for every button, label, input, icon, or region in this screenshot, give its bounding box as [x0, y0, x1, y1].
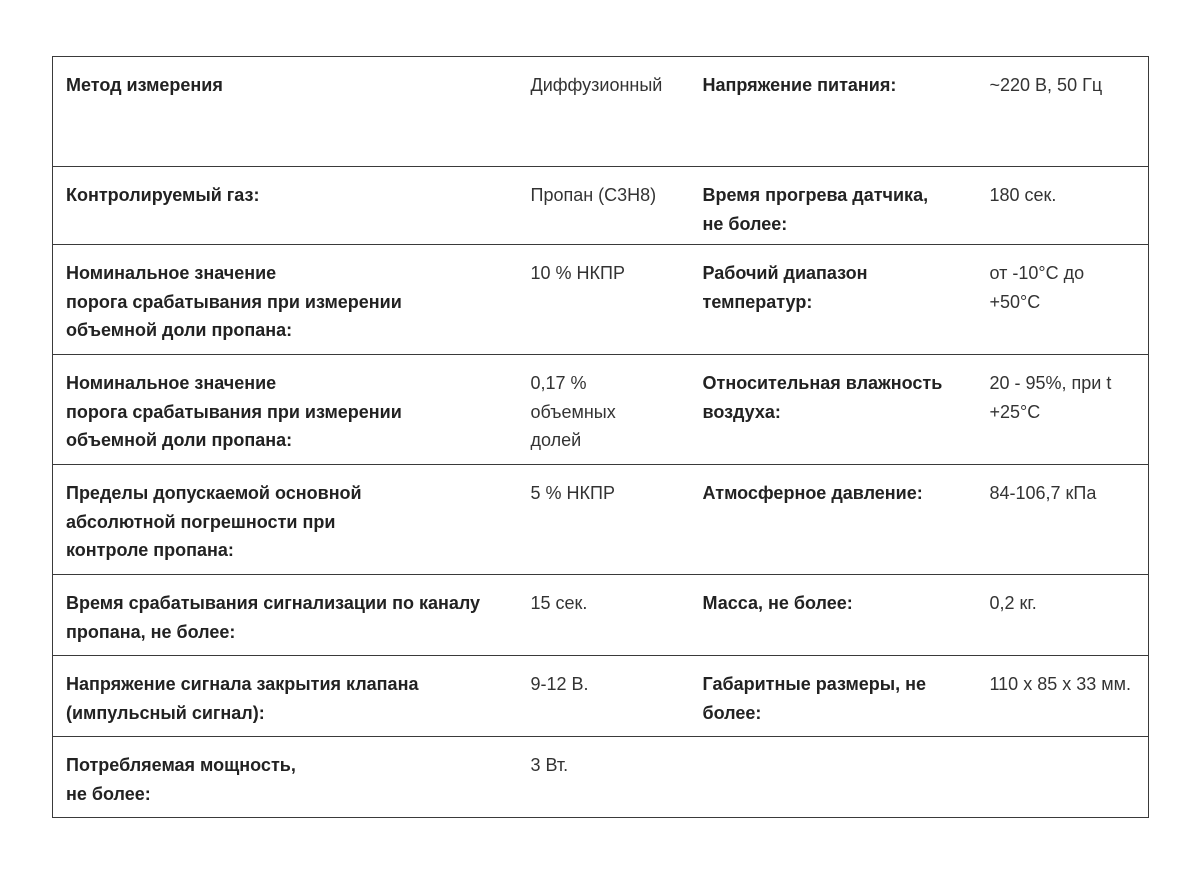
spec-value: 0,2 кг. [989, 593, 1037, 613]
table-row [53, 245, 1149, 355]
spec-value: 15 сек. [530, 593, 588, 613]
table-row [53, 575, 1149, 656]
spec-label: Время прогрева датчика, не более: [702, 185, 929, 234]
spec-label: Номинальное значение порога срабатывания при измерении объемной доли пропана: [66, 263, 402, 340]
spec-label: Напряжение сигнала закрытия клапана (импульсный сигнал): [66, 674, 419, 723]
spec-value: 84-106,7 кПа [989, 483, 1097, 503]
spec-value: 0,17 % объемных долей [530, 373, 616, 450]
spec-value: от -10°С до +50°С [989, 263, 1085, 312]
spec-label: Относительная влажность воздуха: [702, 373, 943, 422]
spec-value: 3 Вт. [530, 755, 569, 775]
spec-label: Габаритные размеры, не более: [702, 674, 927, 723]
spec-label: Рабочий диапазон температур: [702, 263, 868, 312]
spec-value: 180 сек. [989, 185, 1057, 205]
table-row [53, 355, 1149, 465]
spec-label: Пределы допускаемой основной абсолютной погрешности при контроле пропана: [66, 483, 362, 560]
spec-label: Потребляемая мощность, не более: [66, 755, 296, 804]
spec-value: 10 % НКПР [530, 263, 625, 283]
specifications-table [52, 56, 1149, 818]
spec-value: Диффузионный [530, 75, 663, 95]
spec-value: ~220 В, 50 Гц [989, 75, 1103, 95]
spec-label: Время срабатывания сигнализации по каналу пропана, не более: [66, 593, 481, 642]
spec-label: Номинальное значение порога срабатывания при измерении объемной доли пропана: [66, 373, 402, 450]
spec-value: 20 - 95%, при t +25°С [989, 373, 1112, 422]
table-row [53, 737, 1149, 818]
spec-label: Масса, не более: [702, 593, 853, 613]
spec-value: 110 х 85 х 33 мм. [989, 674, 1131, 694]
table-row [53, 57, 1149, 167]
spec-label: Контролируемый газ: [66, 185, 260, 205]
spec-label: Напряжение питания: [702, 75, 897, 95]
table-row [53, 167, 1149, 245]
spec-value: 9-12 В. [530, 674, 589, 694]
spec-value: Пропан (С3Н8) [530, 185, 657, 205]
table-row [53, 465, 1149, 575]
table-row [53, 656, 1149, 737]
spec-value [990, 737, 1149, 818]
spec-value: 5 % НКПР [530, 483, 615, 503]
spec-label: Атмосферное давление: [702, 483, 923, 503]
spec-label: Метод измерения [66, 75, 223, 95]
spec-label [703, 737, 990, 818]
